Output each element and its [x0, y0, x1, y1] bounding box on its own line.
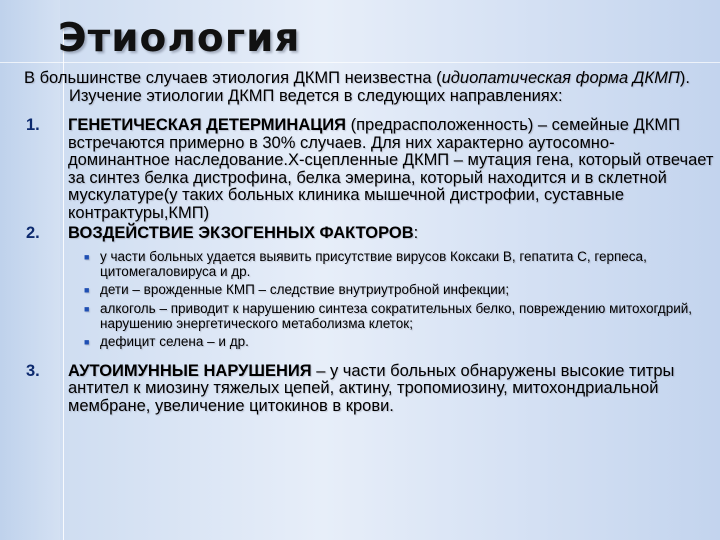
sub-list-item	[84, 334, 714, 350]
item-body	[68, 117, 714, 222]
list-item-genetic	[24, 117, 714, 222]
square-bullet-icon: ■	[84, 284, 90, 295]
exogenous-factors-list	[68, 249, 714, 350]
sub-item-text: дети – врожденные КМП – следствие внутриутробной инфекции;	[100, 281, 510, 297]
item-number: 2.	[26, 224, 40, 242]
item-text: – у части больных обнаружены высокие титры антител к миозину тяжелых цепей, актину, тропомиозину, митохондриальной мембране, увеличение цитокинов в крови.	[68, 361, 675, 415]
item-heading: АУТОИМУННЫЕ НАРУШЕНИЯ	[68, 361, 312, 380]
slide-content	[24, 70, 714, 418]
item-body	[68, 363, 714, 416]
slide-title: Этиология	[58, 16, 301, 61]
sub-list-item	[84, 282, 714, 298]
sub-list-item	[84, 301, 714, 331]
list-item-exogenous	[24, 225, 714, 360]
item-heading: ВОЗДЕЙСТВИЕ ЭКЗОГЕННЫХ ФАКТОРОВ	[68, 224, 414, 242]
item-body	[68, 225, 714, 360]
horizontal-divider	[0, 62, 720, 63]
sub-list-item	[84, 249, 714, 279]
item-number: 3.	[26, 361, 40, 380]
item-text: (предрасположенность) – семейные ДКМП встречаются примерно в 30% случаев. Для них характерно аутосомно-доминантное наследование.Х-сцепленные ДКМП – мутация гена, который отвечает за синтез белка дистрофина, белка эмерина, который находится и в склетной мускулатуре(у таких больных клиника мышечной дистрофии, суставные контрактуры,КМП)	[68, 116, 714, 222]
etiology-list	[24, 117, 714, 415]
square-bullet-icon: ■	[84, 251, 90, 262]
item-text: :	[413, 224, 419, 242]
intro-paragraph	[24, 70, 714, 105]
square-bullet-icon: ■	[84, 336, 90, 347]
intro-text-start: В большинстве случаев этиология ДКМП неизвестна (	[24, 69, 442, 87]
sub-item-text: у части больных удается выявить присутствие вирусов Коксаки В, гепатита С, герпеса, цитомегаловируса и др.	[100, 248, 647, 279]
item-number: 1.	[26, 116, 40, 134]
intro-text-end: ). Изучение этиологии ДКМП ведется в следующих направлениях:	[69, 69, 690, 105]
sub-item-text: алкоголь – приводит к нарушению синтеза сократительных белко, повреждению митохогдрий, нарушению энергетического метаболизма клеток;	[100, 300, 693, 331]
sub-item-text: дефицит селена – и др.	[100, 333, 249, 349]
intro-italic-text: идиопатическая форма ДКМП	[441, 69, 680, 87]
list-item-autoimmune	[24, 363, 714, 416]
square-bullet-icon: ■	[84, 303, 90, 314]
item-heading: ГЕНЕТИЧЕСКАЯ ДЕТЕРМИНАЦИЯ	[68, 116, 347, 134]
